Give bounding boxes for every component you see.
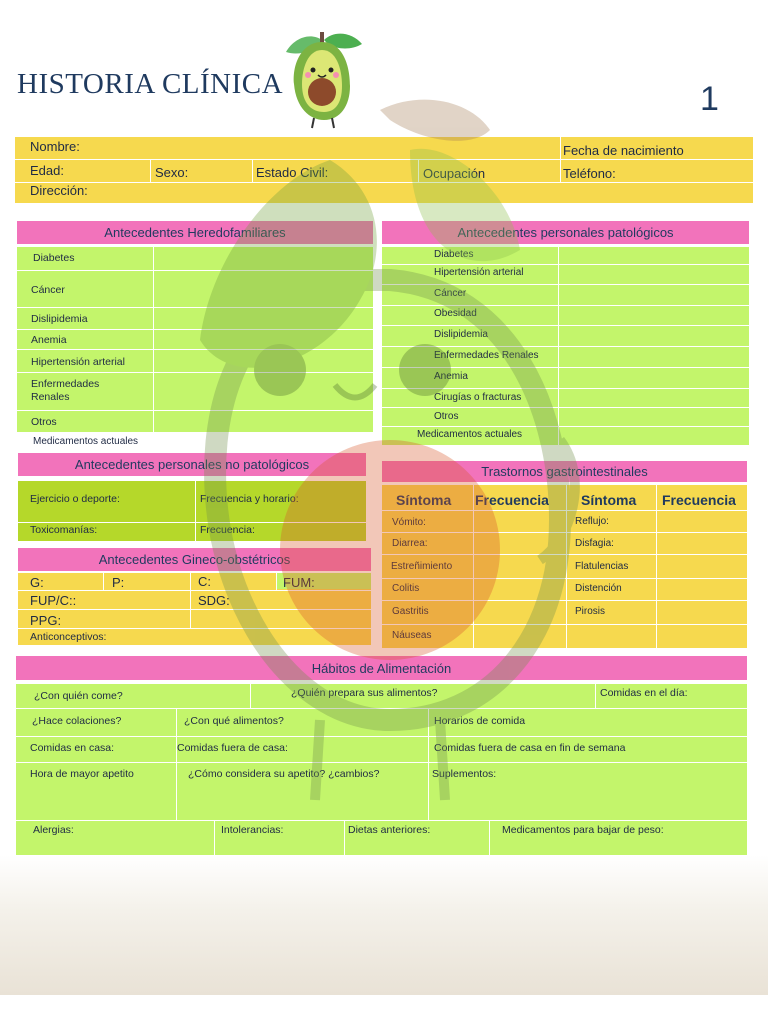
medicamentos-peso-label: Medicamentos para bajar de peso: [502,824,664,836]
intolerancias-label: Intolerancias: [221,824,284,836]
avocado-mascot-icon [280,28,366,132]
gastro-sintoma: Distención [575,583,622,594]
gastro-sintoma: Disfagia: [575,538,614,549]
c-label: C: [198,574,211,589]
hf-item: Cáncer [31,284,65,296]
no-patologicos-header: Antecedentes personales no patológicos [18,453,366,476]
gastro-sintoma: Colitis [392,583,420,594]
hf-item: Hipertensión arterial [31,356,125,368]
pp-item: Diabetes [434,249,474,260]
frecuencia-label: Frecuencia: [200,524,255,536]
comidas-dia-label: Comidas en el día: [600,687,688,699]
sdg-label: SDG: [198,593,230,608]
heredofamiliares-table [17,247,373,432]
ocupacion-label: Ocupación [423,166,486,181]
fum-label: FUM: [283,575,315,590]
dietas-label: Dietas anteriores: [348,824,431,836]
comidas-fuera-fin-label: Comidas fuera de casa en fin de semana [434,742,626,754]
hf-item: Enfermedades Renales [31,378,100,403]
patologicos-header: Antecedentes personales patológicos [382,221,749,244]
pp-item: Cáncer [434,288,467,299]
colaciones-label: ¿Hace colaciones? [32,715,122,727]
direccion-label: Dirección: [30,183,88,198]
direccion-row [15,183,753,203]
p-label: P: [112,575,125,590]
sexo-label: Sexo: [155,165,189,180]
pp-item: Otros [434,411,459,422]
gastro-sintoma: Reflujo: [575,516,609,527]
gastro-header: Trastornos gastrointestinales [382,461,747,482]
gastro-sintoma: Gastritis [392,606,429,617]
hf-item: Otros [31,416,57,428]
hf-item: Anemia [31,334,67,346]
gastro-sintoma: Vómito: [392,517,426,528]
gastro-col-frecuencia: Frecuencia [475,492,549,508]
edad-label: Edad: [30,163,64,178]
hf-item: Dislipidemia [31,313,88,325]
gastro-sintoma: Flatulencias [575,561,629,572]
page-title: HISTORIA CLÍNICA [17,68,284,100]
hf-item: Diabetes [33,252,75,264]
comidas-casa-label: Comidas en casa: [30,742,115,754]
footer-food-photo [0,855,768,995]
quien-prepara-label: ¿Quién prepara sus alimentos? [291,687,438,699]
gastro-col-sintoma: Síntoma [581,492,637,508]
horarios-label: Horarios de comida [434,715,526,727]
ejercicio-label: Ejercicio o deporte: [30,493,120,505]
frecuencia-horario-label: Frecuencia y horario: [200,493,299,505]
gastro-sintoma: Pirosis [575,606,606,617]
como-apetito-label: ¿Cómo considera su apetito? ¿cambios? [188,768,380,780]
anticonceptivos-label: Anticonceptivos: [30,631,107,643]
estado-civil-label: Estado Civil: [256,165,329,180]
habitos-header: Hábitos de Alimentación [16,656,747,680]
heredofamiliares-header: Antecedentes Heredofamiliares [17,221,373,244]
telefono-label: Teléfono: [563,166,616,181]
page-number: 1 [700,80,719,118]
suplementos-label: Suplementos: [432,768,497,780]
pp-item: Enfermedades Renales [434,350,539,361]
g-label: G: [30,575,44,590]
fecha-nacimiento-label: Fecha de nacimiento [563,143,684,158]
pp-item: Obesidad [434,308,477,319]
ppg-label: PPG: [30,613,62,628]
edad-row [15,160,753,182]
pp-item: Hipertensión arterial [434,267,524,278]
alergias-label: Alergias: [33,824,74,836]
gastro-col-frecuencia: Frecuencia [662,492,736,508]
pp-item: Dislipidemia [434,329,488,340]
gastro-sintoma: Náuseas [392,630,432,641]
gastro-col-sintoma: Síntoma [396,492,452,508]
hora-apetito-label: Hora de mayor apetito [30,768,134,780]
pp-item: Cirugías o fracturas [434,392,522,403]
fup-label: FUP/C:: [30,593,77,608]
pp-medicamentos-label: Medicamentos actuales [417,429,523,440]
toxicomanias-label: Toxicomanías: [30,524,98,536]
nombre-label: Nombre: [30,139,80,154]
comidas-fuera-label: Comidas fuera de casa: [177,742,288,754]
con-quien-label: ¿Con quién come? [34,690,123,702]
gastro-sintoma: Estreñimiento [391,561,453,572]
hf-medicamentos-label: Medicamentos actuales [33,436,139,447]
gastro-sintoma: Diarrea: [392,538,428,549]
con-que-label: ¿Con qué alimentos? [184,715,284,727]
pp-item: Anemia [434,371,468,382]
gineco-header: Antecedentes Gineco-obstétricos [18,548,371,571]
